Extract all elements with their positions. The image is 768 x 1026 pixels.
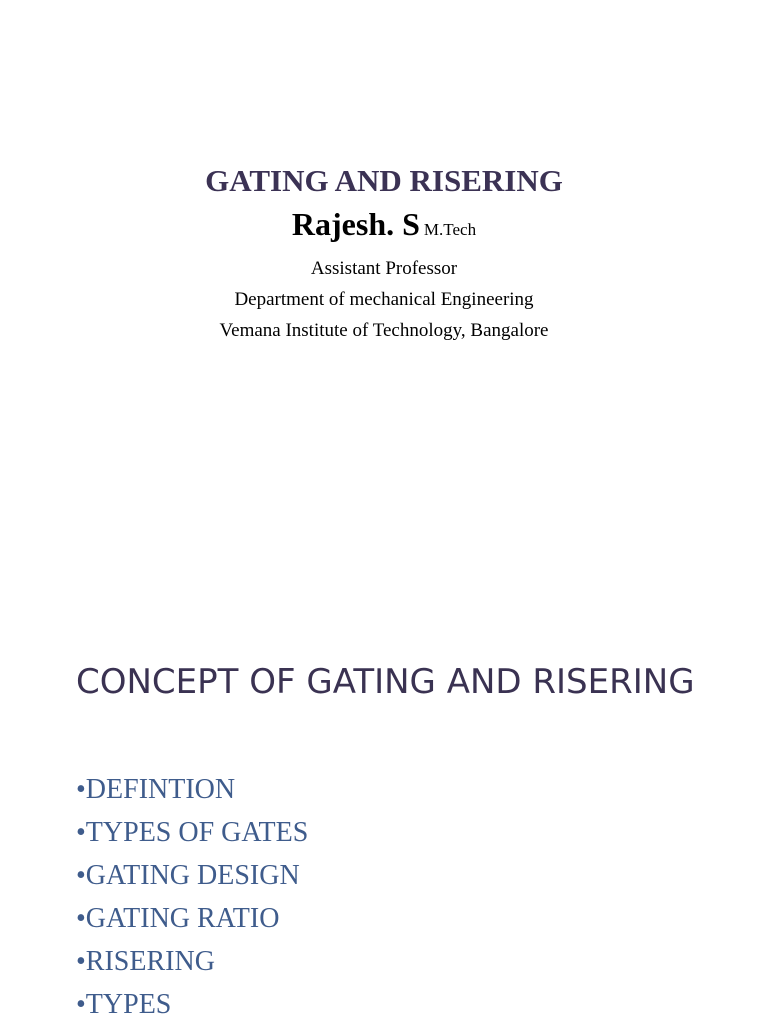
topic-item-types: •TYPES (76, 989, 172, 1020)
presentation-title: GATING AND RISERING (205, 163, 563, 198)
topic-item-gating-ratio: •GATING RATIO (76, 903, 280, 934)
author-line (0, 202, 768, 253)
concept-slide (0, 512, 768, 1024)
author-institution: Vemana Institute of Technology, Bangalore (219, 320, 549, 341)
topic-item-definition: •DEFINTION (76, 774, 236, 805)
topic-item-risering: •RISERING (76, 946, 215, 977)
concept-title: CONCEPT OF GATING AND RISERING (76, 662, 695, 702)
topic-item-types-of-gates: •TYPES OF GATES (76, 817, 309, 848)
title-slide (0, 0, 768, 512)
author-department: Department of mechanical Engineering (234, 289, 534, 310)
author-name: Rajesh. S (291, 206, 420, 242)
topic-list (76, 768, 308, 1026)
topic-item-gating-design: •GATING DESIGN (76, 860, 300, 891)
author-position: Assistant Professor (310, 258, 458, 279)
author-degree: M.Tech (423, 220, 477, 239)
title-block (0, 160, 768, 346)
